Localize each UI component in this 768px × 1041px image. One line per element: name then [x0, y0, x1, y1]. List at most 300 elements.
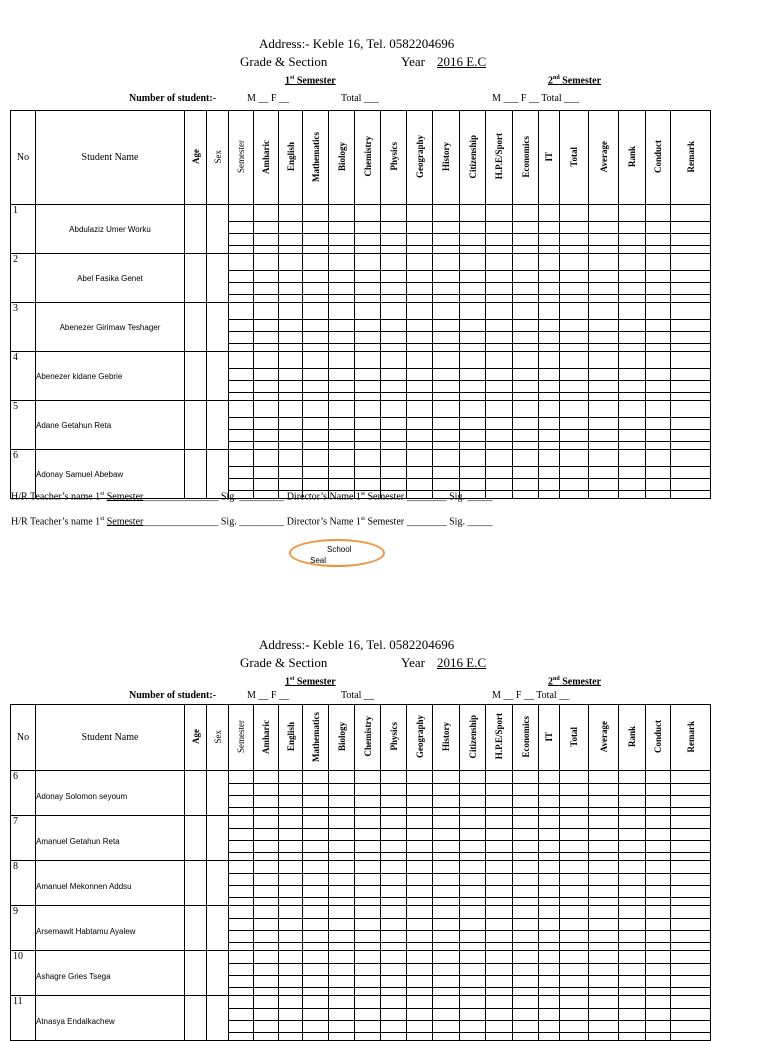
grade-cell[interactable]	[560, 964, 589, 976]
grade-cell[interactable]	[355, 874, 381, 886]
grade-cell[interactable]	[460, 874, 486, 886]
grade-cell[interactable]	[589, 430, 619, 442]
grade-cell[interactable]	[589, 841, 619, 853]
grade-cell[interactable]	[513, 491, 539, 499]
grade-cell[interactable]	[229, 988, 254, 996]
grade-cell[interactable]	[229, 254, 254, 271]
grade-cell[interactable]	[619, 784, 646, 796]
grade-cell[interactable]	[619, 479, 646, 491]
grade-cell[interactable]	[303, 295, 329, 303]
grade-cell[interactable]	[381, 853, 407, 861]
grade-cell[interactable]	[460, 401, 486, 418]
grade-cell[interactable]	[407, 898, 433, 906]
grade-cell[interactable]	[671, 222, 711, 234]
grade-cell[interactable]	[460, 303, 486, 320]
grade-cell[interactable]	[381, 906, 407, 919]
grade-cell[interactable]	[329, 796, 355, 808]
grade-cell[interactable]	[539, 205, 560, 222]
grade-cell[interactable]	[560, 784, 589, 796]
grade-cell[interactable]	[646, 1021, 671, 1033]
grade-cell[interactable]	[486, 205, 513, 222]
grade-cell[interactable]	[381, 816, 407, 829]
grade-cell[interactable]	[407, 886, 433, 898]
grade-cell[interactable]	[433, 271, 460, 283]
grade-cell[interactable]	[619, 418, 646, 430]
grade-cell[interactable]	[279, 976, 303, 988]
grade-cell[interactable]	[486, 381, 513, 393]
grade-cell[interactable]	[229, 467, 254, 479]
grade-cell[interactable]	[433, 430, 460, 442]
grade-cell[interactable]	[329, 861, 355, 874]
grade-cell[interactable]	[646, 943, 671, 951]
grade-cell[interactable]	[407, 254, 433, 271]
grade-cell[interactable]	[619, 430, 646, 442]
grade-cell[interactable]	[589, 479, 619, 491]
grade-cell[interactable]	[329, 479, 355, 491]
grade-cell[interactable]	[560, 898, 589, 906]
grade-cell[interactable]	[589, 352, 619, 369]
grade-cell[interactable]	[513, 771, 539, 784]
grade-cell[interactable]	[539, 816, 560, 829]
grade-cell[interactable]	[460, 931, 486, 943]
grade-cell[interactable]	[671, 491, 711, 499]
grade-cell[interactable]	[303, 234, 329, 246]
grade-cell[interactable]	[229, 234, 254, 246]
grade-cell[interactable]	[433, 332, 460, 344]
grade-cell[interactable]	[539, 491, 560, 499]
grade-cell[interactable]	[254, 816, 279, 829]
grade-cell[interactable]	[381, 931, 407, 943]
grade-cell[interactable]	[329, 841, 355, 853]
grade-cell[interactable]	[619, 964, 646, 976]
student-sex-cell[interactable]	[207, 303, 229, 352]
grade-cell[interactable]	[671, 808, 711, 816]
grade-cell[interactable]	[671, 816, 711, 829]
grade-cell[interactable]	[486, 943, 513, 951]
grade-cell[interactable]	[254, 418, 279, 430]
grade-cell[interactable]	[254, 988, 279, 996]
grade-cell[interactable]	[513, 246, 539, 254]
grade-cell[interactable]	[381, 976, 407, 988]
grade-cell[interactable]	[486, 996, 513, 1009]
grade-cell[interactable]	[279, 841, 303, 853]
grade-cell[interactable]	[381, 430, 407, 442]
grade-cell[interactable]	[355, 964, 381, 976]
grade-cell[interactable]	[646, 246, 671, 254]
grade-cell[interactable]	[433, 303, 460, 320]
grade-cell[interactable]	[407, 816, 433, 829]
grade-cell[interactable]	[560, 442, 589, 450]
grade-cell[interactable]	[229, 450, 254, 467]
grade-cell[interactable]	[355, 430, 381, 442]
grade-cell[interactable]	[279, 205, 303, 222]
grade-cell[interactable]	[560, 906, 589, 919]
grade-cell[interactable]	[381, 320, 407, 332]
grade-cell[interactable]	[381, 205, 407, 222]
grade-cell[interactable]	[646, 1033, 671, 1041]
grade-cell[interactable]	[560, 369, 589, 381]
grade-cell[interactable]	[433, 931, 460, 943]
grade-cell[interactable]	[589, 919, 619, 931]
grade-cell[interactable]	[279, 442, 303, 450]
grade-cell[interactable]	[433, 898, 460, 906]
student-name-cell[interactable]	[36, 303, 185, 352]
grade-cell[interactable]	[407, 1033, 433, 1041]
grade-cell[interactable]	[329, 886, 355, 898]
grade-cell[interactable]	[303, 430, 329, 442]
grade-cell[interactable]	[460, 442, 486, 450]
grade-cell[interactable]	[560, 283, 589, 295]
grade-cell[interactable]	[229, 283, 254, 295]
grade-cell[interactable]	[560, 320, 589, 332]
grade-cell[interactable]	[229, 951, 254, 964]
grade-cell[interactable]	[254, 784, 279, 796]
grade-cell[interactable]	[433, 234, 460, 246]
grade-cell[interactable]	[381, 1033, 407, 1041]
grade-cell[interactable]	[646, 303, 671, 320]
grade-cell[interactable]	[671, 344, 711, 352]
grade-cell[interactable]	[560, 931, 589, 943]
grade-cell[interactable]	[486, 418, 513, 430]
grade-cell[interactable]	[433, 996, 460, 1009]
grade-cell[interactable]	[254, 841, 279, 853]
grade-cell[interactable]	[355, 841, 381, 853]
grade-cell[interactable]	[513, 381, 539, 393]
grade-cell[interactable]	[254, 401, 279, 418]
grade-cell[interactable]	[433, 796, 460, 808]
student-sex-cell[interactable]	[207, 352, 229, 401]
grade-cell[interactable]	[329, 988, 355, 996]
grade-cell[interactable]	[560, 246, 589, 254]
grade-cell[interactable]	[539, 964, 560, 976]
grade-cell[interactable]	[229, 381, 254, 393]
grade-cell[interactable]	[229, 829, 254, 841]
grade-cell[interactable]	[433, 254, 460, 271]
grade-cell[interactable]	[303, 964, 329, 976]
grade-cell[interactable]	[486, 344, 513, 352]
grade-cell[interactable]	[433, 442, 460, 450]
grade-cell[interactable]	[560, 841, 589, 853]
grade-cell[interactable]	[539, 467, 560, 479]
grade-cell[interactable]	[279, 816, 303, 829]
grade-cell[interactable]	[254, 450, 279, 467]
grade-cell[interactable]	[619, 771, 646, 784]
grade-cell[interactable]	[460, 352, 486, 369]
grade-cell[interactable]	[381, 1021, 407, 1033]
grade-cell[interactable]	[279, 784, 303, 796]
grade-cell[interactable]	[407, 467, 433, 479]
grade-cell[interactable]	[279, 874, 303, 886]
grade-cell[interactable]	[433, 450, 460, 467]
grade-cell[interactable]	[279, 381, 303, 393]
grade-cell[interactable]	[229, 479, 254, 491]
grade-cell[interactable]	[381, 246, 407, 254]
grade-cell[interactable]	[560, 853, 589, 861]
grade-cell[interactable]	[279, 996, 303, 1009]
grade-cell[interactable]	[279, 352, 303, 369]
grade-cell[interactable]	[303, 352, 329, 369]
grade-cell[interactable]	[460, 919, 486, 931]
grade-cell[interactable]	[619, 906, 646, 919]
grade-cell[interactable]	[486, 393, 513, 401]
grade-cell[interactable]	[589, 898, 619, 906]
grade-cell[interactable]	[254, 829, 279, 841]
grade-cell[interactable]	[460, 381, 486, 393]
grade-cell[interactable]	[254, 205, 279, 222]
grade-cell[interactable]	[619, 796, 646, 808]
grade-cell[interactable]	[560, 861, 589, 874]
grade-cell[interactable]	[329, 853, 355, 861]
grade-cell[interactable]	[486, 254, 513, 271]
grade-cell[interactable]	[279, 898, 303, 906]
grade-cell[interactable]	[460, 784, 486, 796]
grade-cell[interactable]	[460, 898, 486, 906]
grade-cell[interactable]	[539, 784, 560, 796]
grade-cell[interactable]	[539, 393, 560, 401]
grade-cell[interactable]	[539, 430, 560, 442]
grade-cell[interactable]	[539, 246, 560, 254]
grade-cell[interactable]	[433, 222, 460, 234]
grade-cell[interactable]	[560, 234, 589, 246]
grade-cell[interactable]	[329, 393, 355, 401]
grade-cell[interactable]	[279, 332, 303, 344]
grade-cell[interactable]	[381, 861, 407, 874]
grade-cell[interactable]	[619, 352, 646, 369]
grade-cell[interactable]	[303, 369, 329, 381]
grade-cell[interactable]	[407, 430, 433, 442]
grade-cell[interactable]	[619, 467, 646, 479]
grade-cell[interactable]	[539, 418, 560, 430]
grade-cell[interactable]	[303, 771, 329, 784]
grade-cell[interactable]	[460, 393, 486, 401]
grade-cell[interactable]	[254, 996, 279, 1009]
grade-cell[interactable]	[671, 906, 711, 919]
grade-cell[interactable]	[619, 234, 646, 246]
grade-cell[interactable]	[355, 996, 381, 1009]
grade-cell[interactable]	[671, 1009, 711, 1021]
grade-cell[interactable]	[433, 784, 460, 796]
grade-cell[interactable]	[671, 1021, 711, 1033]
grade-cell[interactable]	[303, 951, 329, 964]
grade-cell[interactable]	[279, 1021, 303, 1033]
grade-cell[interactable]	[381, 344, 407, 352]
grade-cell[interactable]	[407, 1021, 433, 1033]
grade-cell[interactable]	[329, 352, 355, 369]
grade-cell[interactable]	[381, 467, 407, 479]
grade-cell[interactable]	[407, 784, 433, 796]
grade-cell[interactable]	[254, 479, 279, 491]
grade-cell[interactable]	[539, 479, 560, 491]
grade-cell[interactable]	[486, 303, 513, 320]
grade-cell[interactable]	[460, 222, 486, 234]
grade-cell[interactable]	[407, 1009, 433, 1021]
grade-cell[interactable]	[619, 205, 646, 222]
grade-cell[interactable]	[329, 344, 355, 352]
grade-cell[interactable]	[355, 771, 381, 784]
grade-cell[interactable]	[460, 271, 486, 283]
grade-cell[interactable]	[539, 951, 560, 964]
grade-cell[interactable]	[355, 450, 381, 467]
grade-cell[interactable]	[355, 344, 381, 352]
grade-cell[interactable]	[407, 931, 433, 943]
grade-cell[interactable]	[303, 808, 329, 816]
grade-cell[interactable]	[355, 919, 381, 931]
grade-cell[interactable]	[646, 430, 671, 442]
grade-cell[interactable]	[646, 976, 671, 988]
grade-cell[interactable]	[589, 381, 619, 393]
grade-cell[interactable]	[513, 808, 539, 816]
grade-cell[interactable]	[381, 988, 407, 996]
grade-cell[interactable]	[486, 796, 513, 808]
grade-cell[interactable]	[460, 988, 486, 996]
grade-cell[interactable]	[460, 816, 486, 829]
grade-cell[interactable]	[646, 479, 671, 491]
student-sex-cell[interactable]	[207, 401, 229, 450]
grade-cell[interactable]	[486, 771, 513, 784]
grade-cell[interactable]	[671, 430, 711, 442]
grade-cell[interactable]	[433, 886, 460, 898]
grade-cell[interactable]	[407, 234, 433, 246]
grade-cell[interactable]	[229, 222, 254, 234]
student-sex-cell[interactable]	[207, 205, 229, 254]
grade-cell[interactable]	[513, 943, 539, 951]
grade-cell[interactable]	[279, 931, 303, 943]
grade-cell[interactable]	[254, 919, 279, 931]
grade-cell[interactable]	[560, 332, 589, 344]
grade-cell[interactable]	[279, 1009, 303, 1021]
grade-cell[interactable]	[589, 401, 619, 418]
grade-cell[interactable]	[646, 381, 671, 393]
grade-cell[interactable]	[329, 369, 355, 381]
grade-cell[interactable]	[460, 1009, 486, 1021]
grade-cell[interactable]	[589, 943, 619, 951]
grade-cell[interactable]	[355, 988, 381, 996]
student-name-cell[interactable]	[36, 352, 185, 401]
grade-cell[interactable]	[329, 829, 355, 841]
student-sex-cell[interactable]	[207, 906, 229, 951]
grade-cell[interactable]	[560, 418, 589, 430]
student-age-cell[interactable]	[185, 352, 207, 401]
grade-cell[interactable]	[460, 771, 486, 784]
grade-cell[interactable]	[279, 393, 303, 401]
grade-cell[interactable]	[513, 841, 539, 853]
grade-cell[interactable]	[381, 271, 407, 283]
grade-cell[interactable]	[303, 874, 329, 886]
grade-cell[interactable]	[513, 467, 539, 479]
grade-cell[interactable]	[646, 919, 671, 931]
grade-cell[interactable]	[279, 853, 303, 861]
grade-cell[interactable]	[433, 874, 460, 886]
student-name-cell[interactable]	[36, 816, 185, 861]
grade-cell[interactable]	[671, 931, 711, 943]
grade-cell[interactable]	[619, 393, 646, 401]
grade-cell[interactable]	[303, 271, 329, 283]
grade-cell[interactable]	[407, 796, 433, 808]
grade-cell[interactable]	[381, 1009, 407, 1021]
student-name-cell[interactable]	[36, 771, 185, 816]
grade-cell[interactable]	[433, 246, 460, 254]
grade-cell[interactable]	[229, 271, 254, 283]
grade-cell[interactable]	[539, 1021, 560, 1033]
grade-cell[interactable]	[407, 246, 433, 254]
grade-cell[interactable]	[513, 205, 539, 222]
grade-cell[interactable]	[229, 1033, 254, 1041]
grade-cell[interactable]	[619, 344, 646, 352]
grade-cell[interactable]	[381, 283, 407, 295]
grade-cell[interactable]	[433, 401, 460, 418]
grade-cell[interactable]	[329, 808, 355, 816]
grade-cell[interactable]	[381, 898, 407, 906]
grade-cell[interactable]	[303, 853, 329, 861]
grade-cell[interactable]	[646, 271, 671, 283]
grade-cell[interactable]	[229, 976, 254, 988]
grade-cell[interactable]	[329, 205, 355, 222]
grade-cell[interactable]	[539, 796, 560, 808]
grade-cell[interactable]	[229, 906, 254, 919]
grade-cell[interactable]	[646, 853, 671, 861]
grade-cell[interactable]	[646, 332, 671, 344]
grade-cell[interactable]	[254, 964, 279, 976]
grade-cell[interactable]	[539, 906, 560, 919]
grade-cell[interactable]	[589, 796, 619, 808]
grade-cell[interactable]	[486, 808, 513, 816]
grade-cell[interactable]	[229, 246, 254, 254]
grade-cell[interactable]	[539, 853, 560, 861]
grade-cell[interactable]	[646, 931, 671, 943]
grade-cell[interactable]	[671, 205, 711, 222]
grade-cell[interactable]	[329, 234, 355, 246]
grade-cell[interactable]	[671, 951, 711, 964]
grade-cell[interactable]	[407, 393, 433, 401]
grade-cell[interactable]	[671, 898, 711, 906]
grade-cell[interactable]	[407, 874, 433, 886]
grade-cell[interactable]	[486, 906, 513, 919]
grade-cell[interactable]	[646, 886, 671, 898]
grade-cell[interactable]	[671, 479, 711, 491]
grade-cell[interactable]	[229, 205, 254, 222]
grade-cell[interactable]	[329, 450, 355, 467]
grade-cell[interactable]	[355, 418, 381, 430]
grade-cell[interactable]	[303, 919, 329, 931]
grade-cell[interactable]	[381, 303, 407, 320]
grade-cell[interactable]	[303, 898, 329, 906]
grade-cell[interactable]	[589, 442, 619, 450]
grade-cell[interactable]	[381, 479, 407, 491]
grade-cell[interactable]	[671, 784, 711, 796]
grade-cell[interactable]	[355, 332, 381, 344]
grade-cell[interactable]	[433, 320, 460, 332]
student-name-cell[interactable]	[36, 906, 185, 951]
grade-cell[interactable]	[229, 919, 254, 931]
student-age-cell[interactable]	[185, 951, 207, 996]
grade-cell[interactable]	[279, 479, 303, 491]
grade-cell[interactable]	[329, 771, 355, 784]
grade-cell[interactable]	[355, 234, 381, 246]
grade-cell[interactable]	[671, 796, 711, 808]
grade-cell[interactable]	[254, 381, 279, 393]
grade-cell[interactable]	[407, 964, 433, 976]
grade-cell[interactable]	[539, 234, 560, 246]
grade-cell[interactable]	[539, 771, 560, 784]
grade-cell[interactable]	[303, 931, 329, 943]
grade-cell[interactable]	[279, 1033, 303, 1041]
grade-cell[interactable]	[254, 254, 279, 271]
grade-cell[interactable]	[460, 205, 486, 222]
grade-cell[interactable]	[407, 771, 433, 784]
grade-cell[interactable]	[254, 369, 279, 381]
grade-cell[interactable]	[303, 381, 329, 393]
grade-cell[interactable]	[589, 491, 619, 499]
